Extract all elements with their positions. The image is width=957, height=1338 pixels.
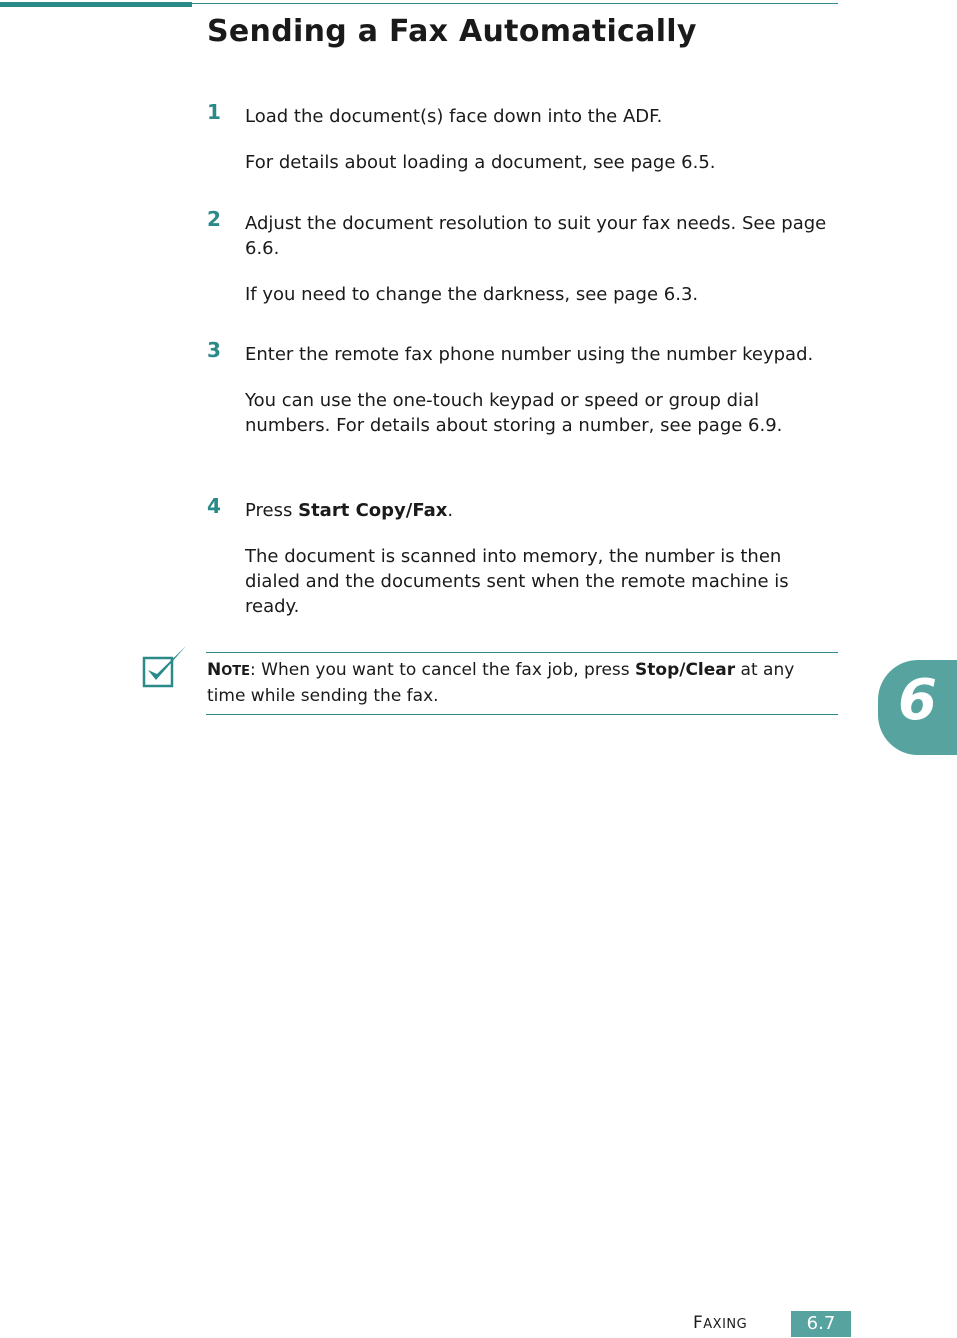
note-label: NOTE (207, 660, 251, 680)
step-2 (207, 207, 837, 307)
note-bottom-rule (206, 714, 838, 715)
step-detail: If you need to change the darkness, see page 6.3. (245, 284, 699, 305)
step-number: 2 (207, 207, 221, 231)
footer-section-label: FAXING (693, 1313, 748, 1333)
step-instruction: Adjust the document resolution to suit your fax needs. See page 6.6. (245, 213, 827, 259)
step-detail: You can use the one-touch keypad or speed or group dial numbers. For details about storing a number, see page 6.9. (245, 390, 783, 436)
step-detail: For details about loading a document, see page 6.5. (245, 152, 716, 173)
step-number: 3 (207, 338, 221, 362)
note-top-rule (206, 652, 838, 653)
step-instruction: Load the document(s) face down into the ADF. (245, 106, 663, 127)
chapter-number: 6 (898, 668, 937, 733)
step-detail: The document is scanned into memory, the number is then dialed and the documents sent when the remote machine is ready. (245, 546, 789, 617)
page-title: Sending a Fax Automatically (207, 14, 697, 49)
note-text: NOTE: When you want to cancel the fax job, press Stop/Clear at any time while sending the fax. (207, 660, 795, 706)
step-3 (207, 338, 837, 438)
press-suffix: . (447, 500, 454, 521)
stop-clear-key: Stop/Clear (635, 660, 736, 680)
step-instruction: Enter the remote fax phone number using the number keypad. (245, 344, 814, 365)
step-instruction (245, 498, 837, 523)
header-rule (192, 3, 838, 4)
header-accent-bar (0, 2, 192, 7)
chapter-tab (878, 660, 957, 755)
step-4 (207, 494, 837, 619)
step-number: 4 (207, 494, 221, 518)
step-1 (207, 100, 837, 175)
start-copy-fax-key: Start Copy/Fax (298, 500, 448, 521)
press-prefix: Press (245, 500, 299, 521)
footer-page-number: 6.7 (791, 1311, 851, 1337)
step-number: 1 (207, 100, 221, 124)
checkmark-note-icon (140, 644, 190, 690)
